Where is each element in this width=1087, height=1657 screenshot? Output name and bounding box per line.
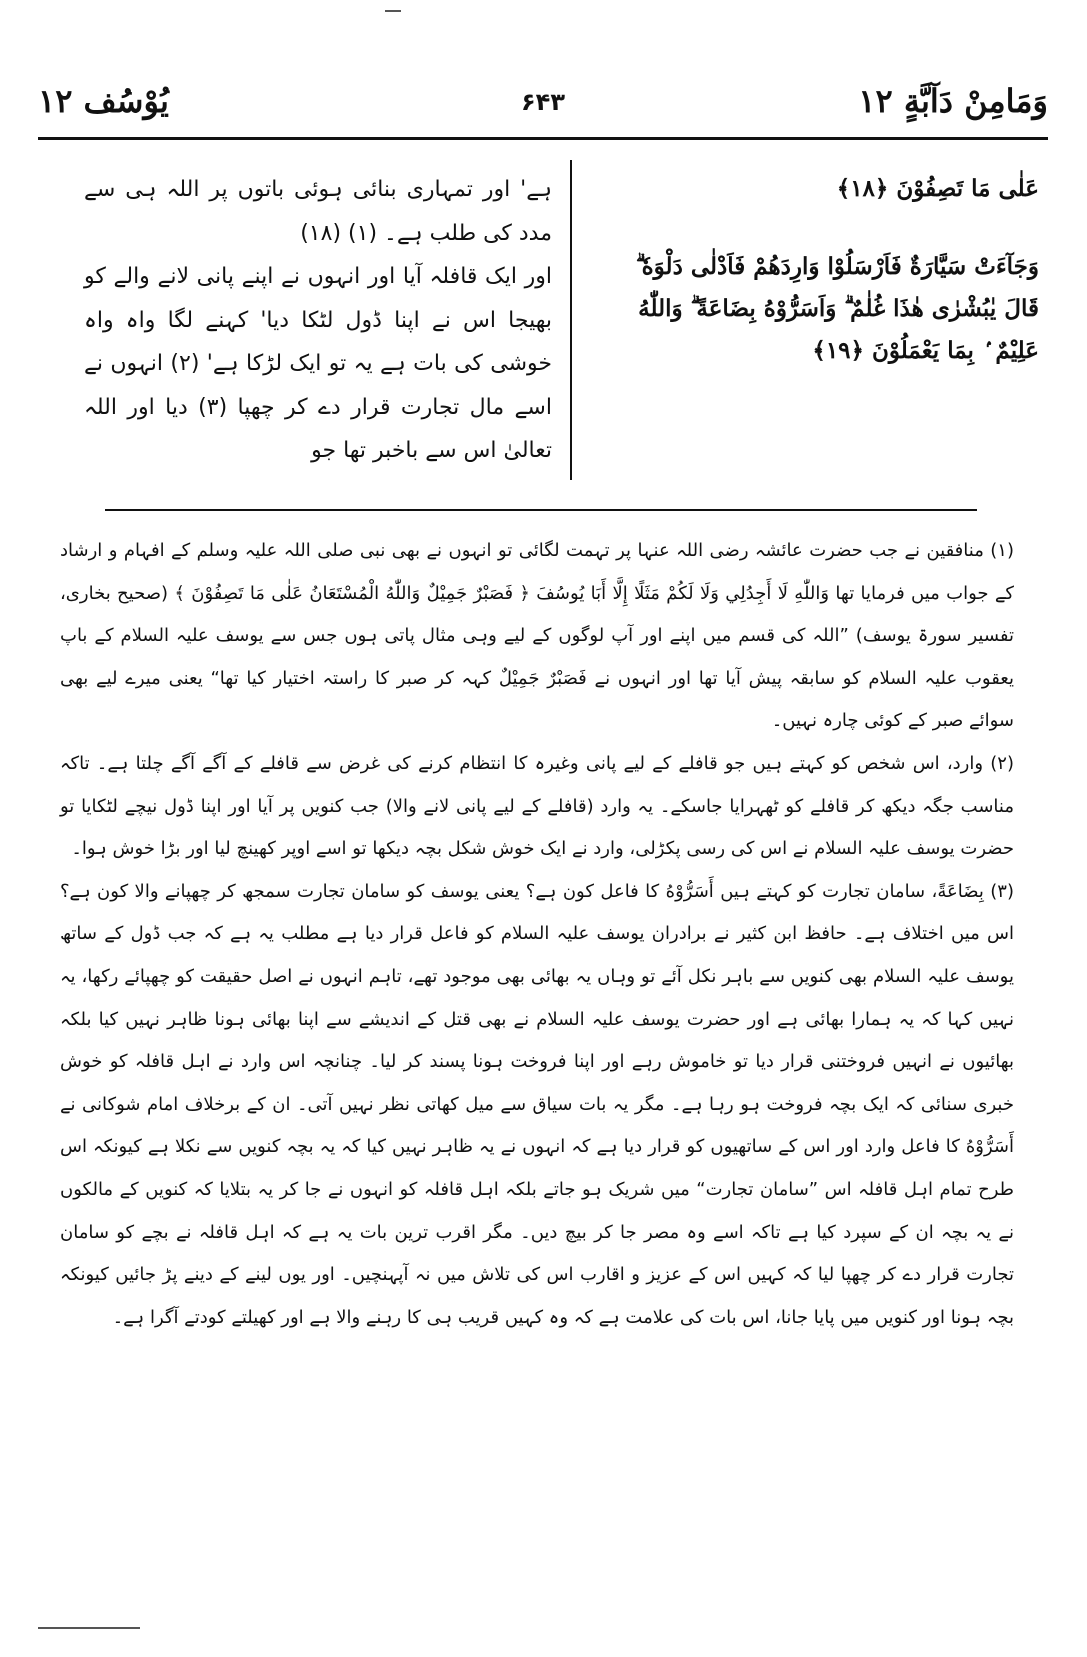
translation-19: اور ایک قافلہ آیا اور انہوں نے اپنے پانی لانے والے کو بھیجا اس نے اپنا ڈول لٹکا دیا' کہنے لگا واہ واہ خوشی کی بات ہے یہ تو ایک لڑکا ہے' (۲) انہوں نے اسے مال تجارت قرار دے کر چھپا (۳) دیا اور اللہ تعالیٰ اس سے باخبر تھا جو [84, 264, 552, 463]
footnote-3: (۳) بِضَاعَةً، سامان تجارت کو کہتے ہیں أَسَرُّوْهُ کا فاعل کون ہے؟ یعنی یوسف کو سامان تجارت سمجھ کر چھپانے والا کون ہے؟ اس میں اختلاف ہے۔ حافظ ابن کثیر نے برادران یوسف علیہ السلام کو فاعل قرار دیا ہے مطلب یہ ہے کہ جب ڈول کے ساتھ یوسف علیہ السلام بھی کنویں سے باہر نکل آئے تو وہاں یہ بھائی بھی موجود تھے، تاہم انہوں نے اصل حقیقت کو چھپائے رکھا، یہ نہیں کہا کہ یہ ہمارا بھائی ہے اور حضرت یوسف علیہ السلام نے بھی قتل کے اندیشے سے اپنا بھائی ہونا ظاہر نہیں کیا بلکہ بھائیوں نے انہیں فروختنی قرار دیا تو خاموش رہے اور اپنا فروخت ہونا پسند کر لیا۔ چنانچہ اس وارد نے اہل قافلہ کو خوش خبری سنائی کہ ایک بچہ فروخت ہو رہا ہے۔ مگر یہ بات سیاق سے میل کھاتی نظر نہیں آتی۔ ان کے برخلاف امام شوکانی نے أَسَرُّوْهُ کا فاعل وارد اور اس کے ساتھیوں کو قرار دیا ہے کہ انہوں نے یہ ظاہر نہیں کیا کہ یہ بچہ کنویں سے نکلا ہے کیونکہ اس طرح تمام اہل قافلہ اس ”سامان تجارت“ میں شریک ہو جاتے بلکہ اہل قافلہ کو انہوں نے جا کر یہ بتلایا کہ کنویں کے مالکوں نے یہ بچہ ان کے سپرد کیا ہے تاکہ اسے وہ مصر جا کر بیچ دیں۔ مگر اقرب ترین بات یہ ہے کہ اہل قافلہ نے بچے کو سامان تجارت قرار دے کر چھپا لیا کہ کہیں اس کے عزیز و اقارب اس کی تلاش میں نہ آپہنچیں۔ اور یوں لینے کے دینے پڑ جائیں کیونکہ بچہ ہونا اور کنویں میں پایا جانا، اس بات کی علامت ہے کہ وہ کہیں قریب ہی کا رہنے والا ہے اور کھیلتے کودتے آگرا ہے۔ [60, 880, 1014, 1328]
page-number: ۶۴۳ [521, 88, 565, 116]
urdu-translation-column [84, 168, 552, 473]
column-divider [570, 160, 572, 480]
footnote-1: (۱) منافقین نے جب حضرت عائشہ رضی اللہ عنہا پر تہمت لگائی تو انہوں نے بھی نبی صلی اللہ علیہ وسلم کے افہام و ارشاد کے جواب میں فرمایا تھا وَاللّٰهِ لَا أَجِدُلِي وَلَا لَكُمْ مَثَلًا إِلَّا أَبَا يُوسُفَ ﴿ فَصَبْرٌ جَمِيْلٌ وَاللّٰهُ الْمُسْتَعَانُ عَلٰى مَا تَصِفُوْنَ ﴾ (صحیح بخاری، تفسیر سورۃ یوسف) ”اللہ کی قسم میں اپنے اور آپ لوگوں کے لیے وہی مثال پاتی ہوں جس سے یوسف علیہ السلام کے باپ یعقوب علیہ السلام کو سابقہ پیش آیا تھا اور انہوں نے فَصَبْرٌ جَمِيْلٌ کہہ کر صبر کا راستہ اختیار کیا تھا“ یعنی میرے لیے بھی سوائے صبر کے کوئی چارہ نہیں۔ [60, 540, 1014, 732]
verse-18-tail: عَلٰى مَا تَصِفُوْنَ ﴿۱۸﴾ [836, 175, 1039, 202]
scan-mark [385, 10, 401, 12]
footnotes [60, 530, 1014, 1339]
bottom-rule [38, 1627, 140, 1629]
juz-title: وَمَامِنْ دَآبَّةٍ ۱۲ [858, 82, 1048, 120]
verse-19: وَجَآءَتْ سَيَّارَةٌ فَاَرْسَلُوْا وَارِدَهُمْ فَاَدْلٰى دَلْوَهٗ ۗ قَالَ يٰبُشْرٰى هٰذَا غُلٰمٌ ۗ وَاَسَرُّوْهُ بِضَاعَةً ۗ وَاللّٰهُ عَلِيْمٌ ۢ بِمَا يَعْمَلُوْنَ ﴿۱۹﴾ [635, 253, 1039, 364]
surah-title: یُوْسُف ۱۲ [38, 82, 169, 120]
footnote-separator [105, 509, 977, 511]
page-header [38, 78, 1048, 128]
arabic-text-column [609, 168, 1039, 372]
translation-18: ہے' اور تمہاری بنائی ہوئی باتوں پر اللہ ہی سے مدد کی طلب ہے۔ (۱) (۱۸) [84, 177, 552, 246]
header-rule [38, 137, 1048, 140]
footnote-2: (۲) وارد، اس شخص کو کہتے ہیں جو قافلے کے لیے پانی وغیرہ کا انتظام کرنے کی غرض سے قافلے کے آگے آگے چلتا ہے۔ تاکہ مناسب جگہ دیکھ کر قافلے کو ٹھہرایا جاسکے۔ یہ وارد (قافلے کے لیے پانی لانے والا) جب کنویں پر آیا اور اپنا ڈول نیچے لٹکایا تو حضرت یوسف علیہ السلام نے اس کی رسی پکڑلی، وارد نے ایک خوش شکل بچہ دیکھا تو اسے اوپر کھینچ لیا اور بڑا خوش ہوا۔ [60, 752, 1014, 860]
